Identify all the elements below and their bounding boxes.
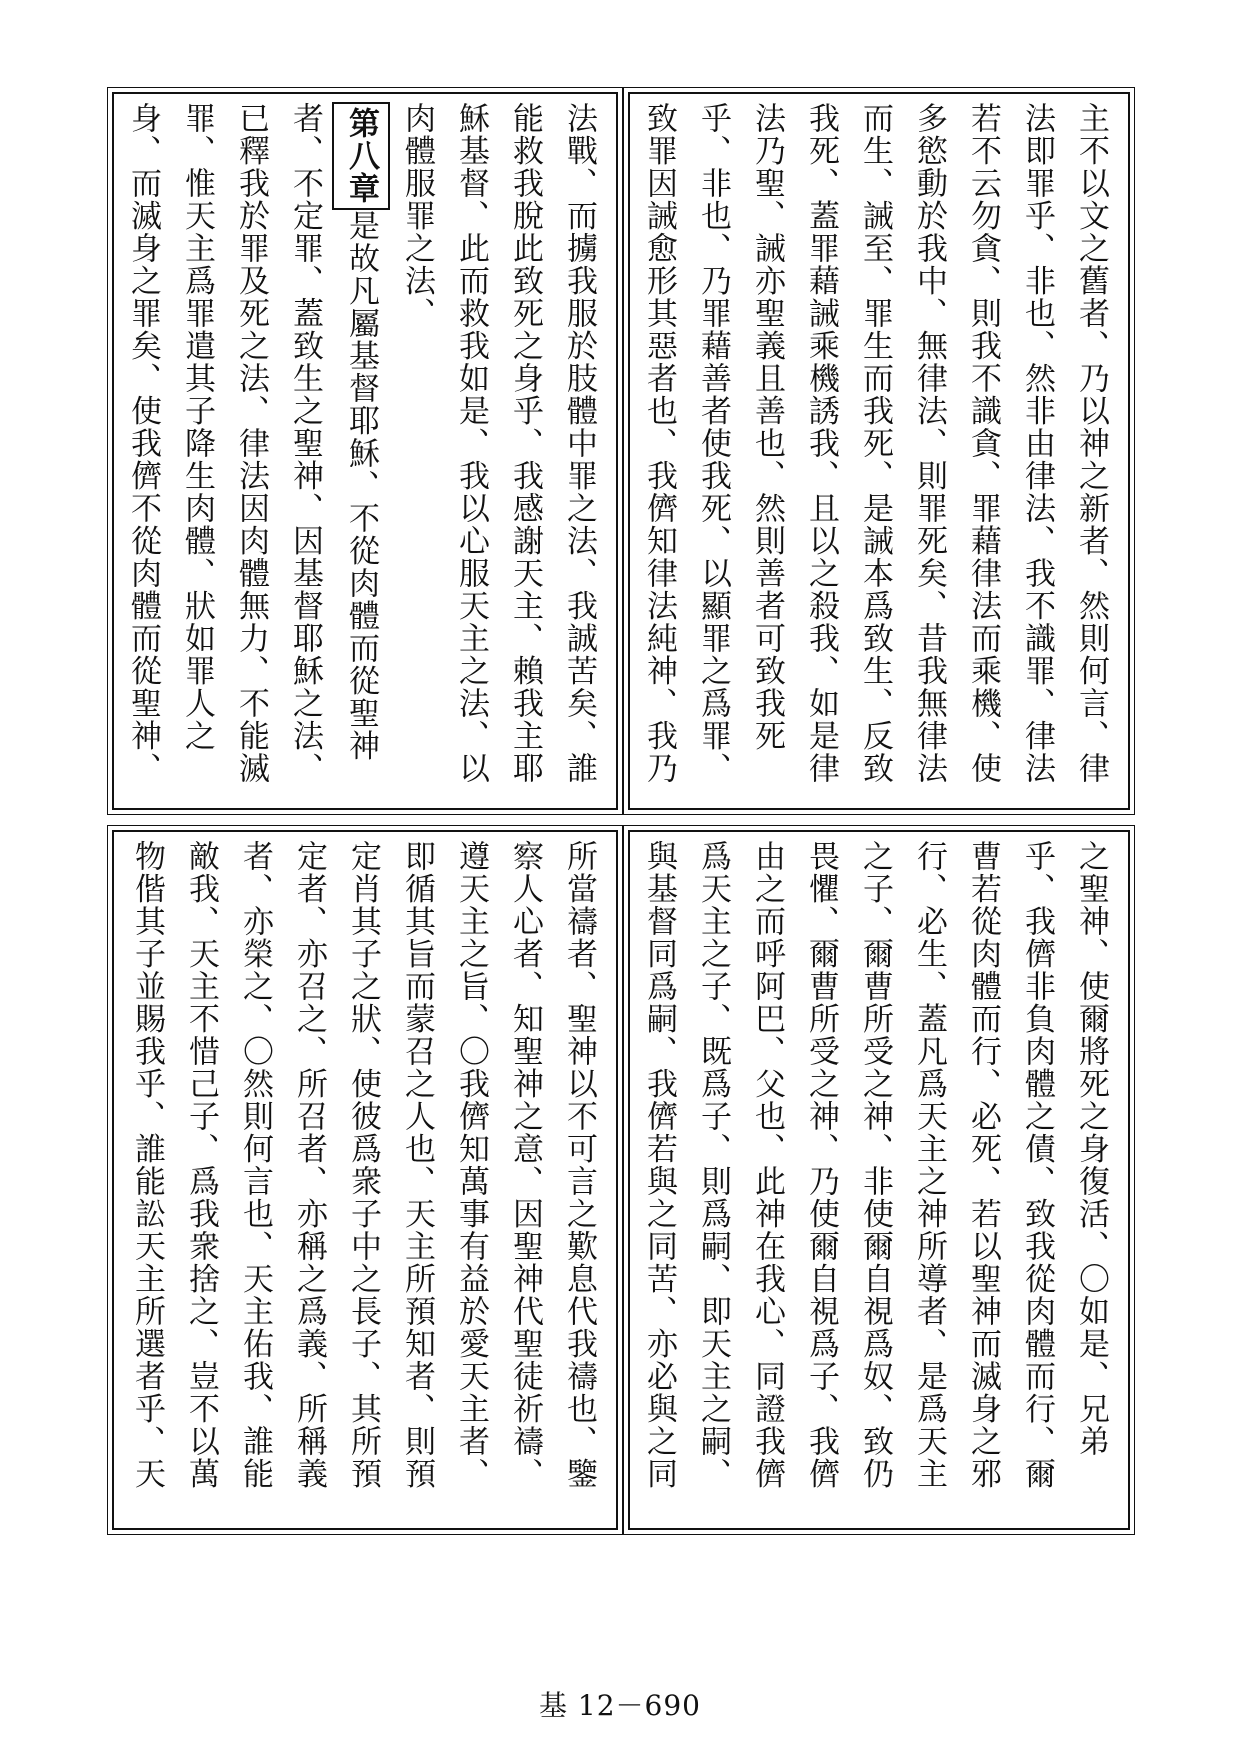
page-number: 基 12－690: [539, 1689, 701, 1722]
chapter-label: 第八章: [332, 102, 390, 210]
bottom-right-text: 之聖神、使爾將死之身復活、〇如是、兄弟乎、我儕非負肉體之債、致我從肉體而行、爾曹若從肉體而行、必死、若以聖神而滅身之邪行、必生、蓋凡爲天主之神所導者、是爲天主之子、爾曹所受之神、非使爾自視爲奴、致仍畏懼、爾曹所受之神、乃使爾自視爲子、我儕由之而呼阿巴、父也、此神在我心、同證我儕爲天主之子、既爲子、則爲嗣、即天主之嗣、與基督同爲嗣、我儕若與之同苦、亦必與之同: [641, 840, 1109, 1490]
top-left-chapter-segment: 是故凡屬基督耶穌、不從肉體而從聖神者、不定罪、蓋致生之聖神、因基督耶穌之法、已釋我於罪及死之法、律法因肉體無力、不能滅罪、惟天主爲罪遣其子降生肉體、狀如罪人之身、而滅身之罪矣、使我儕不從肉體而從聖神、: [125, 102, 379, 785]
top-left-head-text: [124, 102, 606, 800]
bottom-left-panel: [112, 830, 618, 1530]
top-right-panel: [628, 92, 1130, 810]
top-left-head-segment: 法戰、而擄我服於肢體中罪之法、我誠苦矣、誰能救我脫此致死之身乎、我感謝天主、賴我主耶穌基督、此而救我如是、我以心服天主之法、以肉體服罪之法、: [399, 102, 597, 785]
bottom-right-panel: [628, 830, 1130, 1530]
top-right-text: 主不以文之舊者、乃以神之新者、然則何言、律法即罪乎、非也、然非由律法、我不識罪、律法若不云勿貪、則我不識貪、罪藉律法而乘機、使多慾動於我中、無律法、則罪死矣、昔我無律法而生、誡至、罪生而我死、是誡本爲致生、反致我死、蓋罪藉誡乘機誘我、且以之殺我、如是律法乃聖、誡亦聖義且善也、然則善者可致我死乎、非也、乃罪藉善者使我死、以顯罪之爲罪、致罪因誡愈形其惡者也、我儕知律法純神、我乃: [641, 102, 1109, 785]
bottom-left-text: 所當禱者、聖神以不可言之歎息代我禱也、鑒察人心者、知聖神之意、因聖神代聖徒祈禱、遵天主之旨、〇我儕知萬事有益於愛天主者、即循其旨而蒙召之人也、天主所預知者、則預定肖其子之狀、使彼爲衆子中之長子、其所預定者、亦召之、所召者、亦稱之爲義、所稱義者、亦榮之、〇然則何言也、天主佑我、誰能敵我、天主不惜己子、爲我衆捨之、豈不以萬物偕其子並賜我乎、誰能訟天主所選者乎、天: [129, 840, 597, 1490]
top-left-panel: [112, 92, 618, 810]
